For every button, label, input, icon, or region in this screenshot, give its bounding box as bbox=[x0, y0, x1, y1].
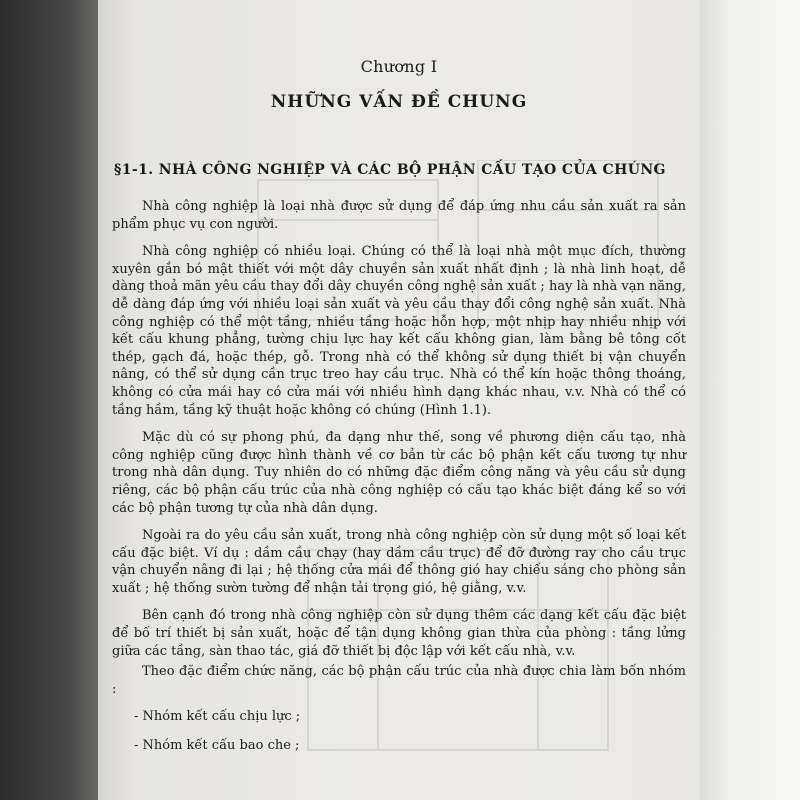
group-list bbox=[112, 708, 686, 754]
book-left-edge bbox=[0, 0, 98, 800]
chapter-title: NHỮNG VẤN ĐỀ CHUNG bbox=[270, 92, 528, 112]
paragraph: Nhà công nghiệp là loại nhà được sử dụng để đáp ứng nhu cầu sản xuất ra sản phẩm phục vụ con người. bbox=[112, 199, 686, 232]
book-right-edge bbox=[700, 0, 800, 800]
section-heading: §1-1. NHÀ CÔNG NGHIỆP VÀ CÁC BỘ PHẬN CẤU TẠO CỦA CHÚNG bbox=[114, 162, 666, 178]
paragraph: Ngoài ra do yêu cầu sản xuất, trong nhà công nghiệp còn sử dụng một số loại kết cấu đặc biệt. Ví dụ : dầm cầu chạy (hay dầm cầu trục) để đỡ đường ray cho cầu trục vận chuyển nâng đi lại ; hệ thống cửa mái để thông gió hay chiếu sáng cho phòng sản xuất ; hệ thống sườn tường để nhận tải trọng gió, hệ giằng, v.v. bbox=[112, 528, 686, 596]
book-page bbox=[98, 0, 700, 800]
paragraph: Bên cạnh đó trong nhà công nghiệp còn sử dụng thêm các dạng kết cấu đặc biệt để bố trí thiết bị sản xuất, hoặc để tận dụng không gian thừa của phòng : tầng lửng giữa các tầng, sàn thao tác, giá đỡ thiết bị độc lập với kết cấu nhà, v.v. bbox=[112, 608, 686, 659]
paragraph: Mặc dù có sự phong phú, đa dạng như thế, song về phương diện cấu tạo, nhà công nghiệp cũng được hình thành về cơ bản từ các bộ phận kết cấu tương tự như trong nhà dân dụng. Tuy nhiên do có những đặc điểm công năng và yêu cầu sử dụng riêng, các bộ phận cấu trúc của nhà công nghiệp có cấu tạo khác biệt đáng kể so với các bộ phận tương tự của nhà dân dụng. bbox=[112, 430, 686, 516]
paragraph: Theo đặc điểm chức năng, các bộ phận cấu trúc của nhà được chia làm bốn nhóm : bbox=[112, 664, 686, 697]
chapter-heading: Chương I bbox=[360, 57, 438, 76]
body-text bbox=[112, 198, 686, 766]
list-item: - Nhóm kết cấu bao che ; bbox=[134, 738, 300, 754]
list-item: - Nhóm kết cấu chịu lực ; bbox=[134, 709, 301, 725]
paragraph: Nhà công nghiệp có nhiều loại. Chúng có thể là loại nhà một mục đích, thường xuyên gắn bó mật thiết với một dây chuyền sản xuất nhất định ; là nhà linh hoạt, dễ dàng thoả mãn yêu cầu thay đổi dây chuyền công nghệ sản xuất ; hay là nhà vạn năng, dễ dàng đáp ứng với nhiều loại sản xuất và yêu cầu thay đổi công nghệ sản xuất. Nhà công nghiệp có thể một tầng, nhiều tầng hoặc hỗn hợp, một nhịp hay nhiều nhịp với kết cấu khung phẳng, tường chịu lực hay kết cấu không gian, làm bằng bê tông cốt thép, gạch đá, hoặc thép, gỗ. Trong nhà có thể không sử dụng thiết bị vận chuyển nâng, có thể sử dụng cần trục treo hay cầu trục. Nhà có thể kín hoặc thông thoáng, không có cửa mái hay có cửa mái với nhiều hình dạng khác nhau, v.v. Nhà có thể có tầng hầm, tầng kỹ thuật hoặc không có chúng (Hình 1.1). bbox=[112, 244, 686, 418]
